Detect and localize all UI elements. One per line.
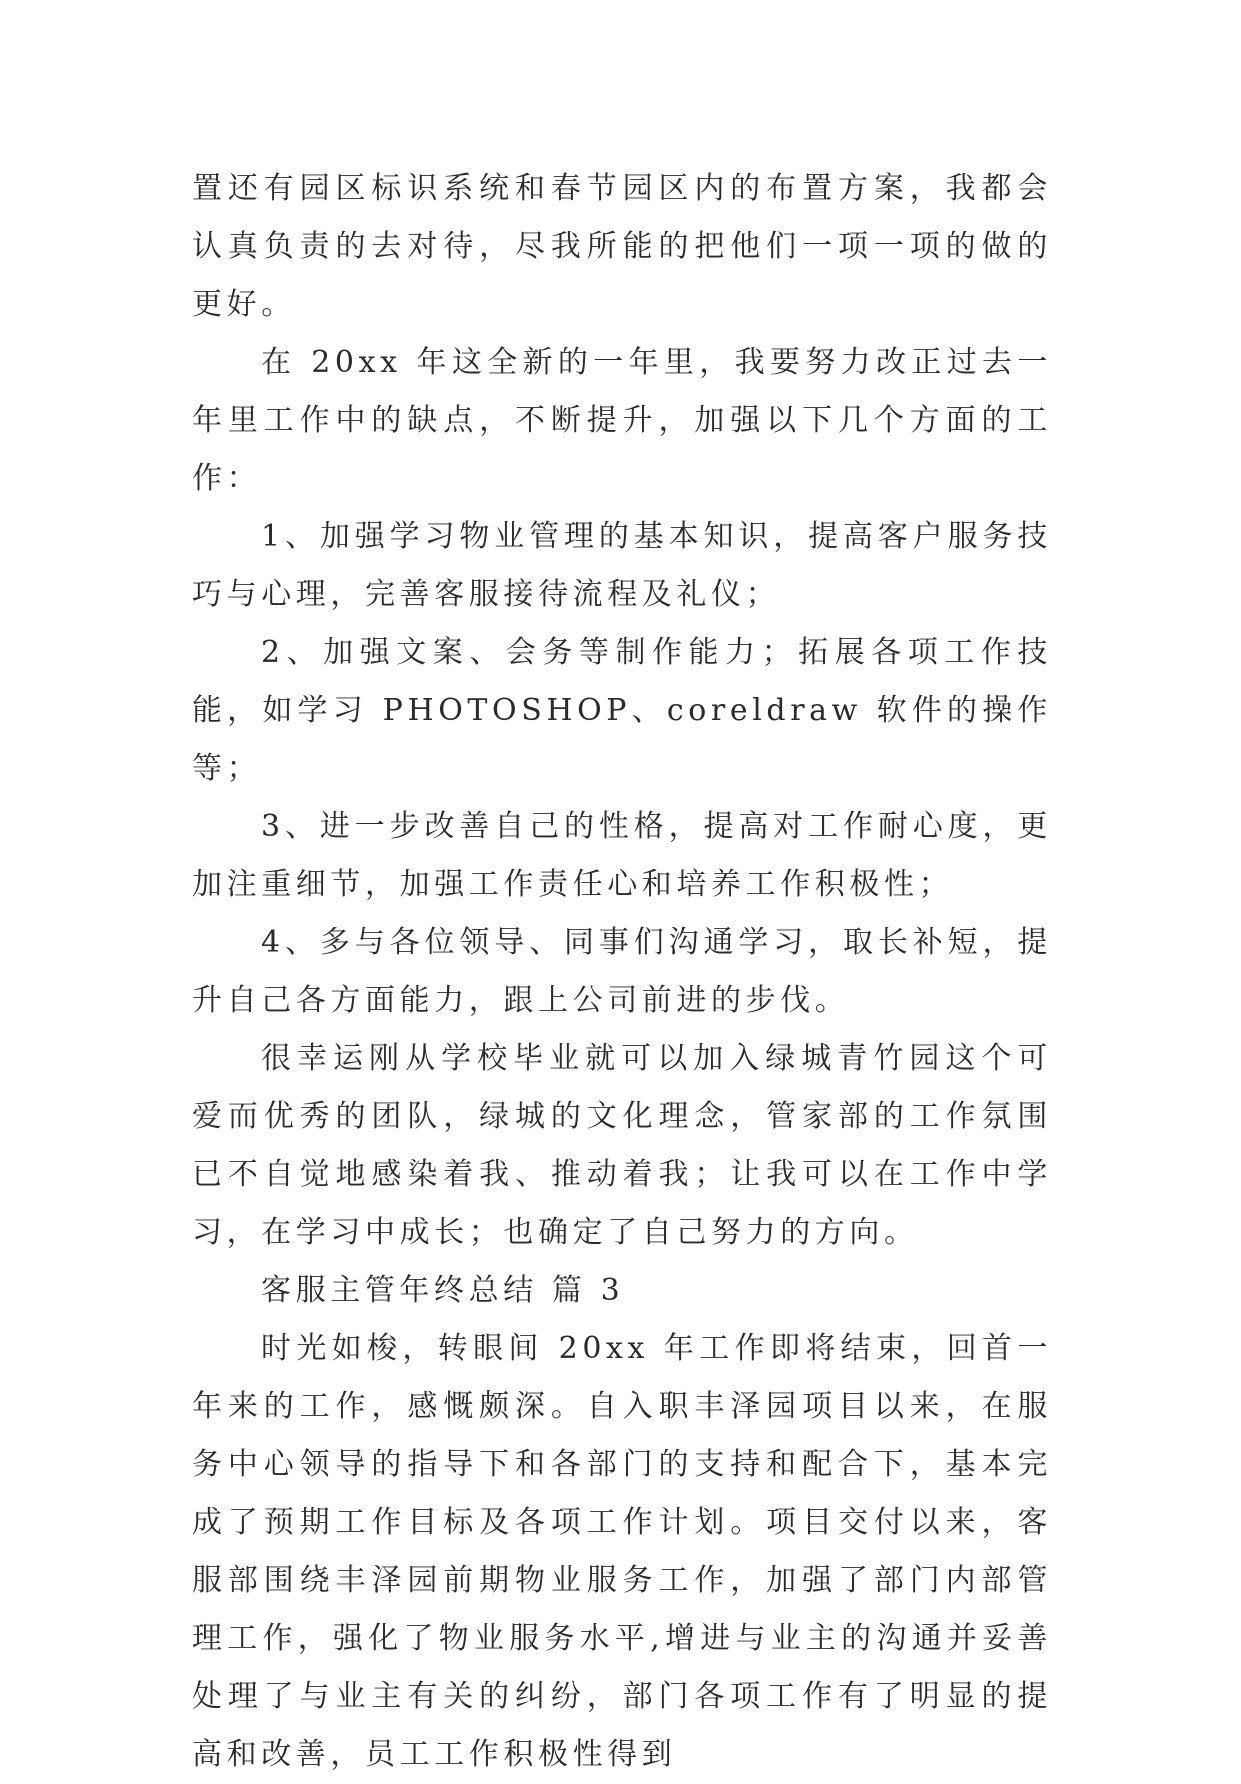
paragraph-3: 很幸运刚从学校毕业就可以加入绿城青竹园这个可爱而优秀的团队，绿城的文化理念，管家部的工作氛围已不自觉地感染着我、推动着我；让我可以在工作中学习，在学习中成长；也确定了自己努力的方向。	[192, 1041, 1052, 1250]
list-item-3: 3、进一步改善自己的性格，提高对工作耐心度，更加注重细节，加强工作责任心和培养工作积极性；	[192, 809, 1052, 902]
document-page	[192, 160, 1052, 1784]
list-item-2: 2、加强文案、会务等制作能力；拓展各项工作技能，如学习 PHOTOSHOP、coreldraw 软件的操作等；	[192, 635, 1052, 786]
paragraph-1: 置还有园区标识系统和春节园区内的布置方案，我都会认真负责的去对待，尽我所能的把他们一项一项的做的更好。	[192, 171, 1052, 322]
section-heading: 客服主管年终总结 篇 3	[261, 1273, 625, 1308]
list-item-1: 1、加强学习物业管理的基本知识，提高客户服务技巧与心理，完善客服接待流程及礼仪；	[192, 519, 1052, 612]
list-item-4: 4、多与各位领导、同事们沟通学习，取长补短，提升自己各方面能力，跟上公司前进的步伐。	[192, 925, 1052, 1018]
paragraph-4: 时光如梭，转眼间 20xx 年工作即将结束，回首一年来的工作，感慨颇深。自入职丰泽园项目以来，在服务中心领导的指导下和各部门的支持和配合下，基本完成了预期工作目标及各项工作计划。项目交付以来，客服部围绕丰泽园前期物业服务工作，加强了部门内部管理工作，强化了物业服务水平,增进与业主的沟通并妥善处理了与业主有关的纠纷，部门各项工作有了明显的提高和改善，员工工作积极性得到	[192, 1331, 1052, 1772]
paragraph-2: 在 20xx 年这全新的一年里，我要努力改正过去一年里工作中的缺点，不断提升，加强以下几个方面的工作：	[192, 345, 1052, 496]
